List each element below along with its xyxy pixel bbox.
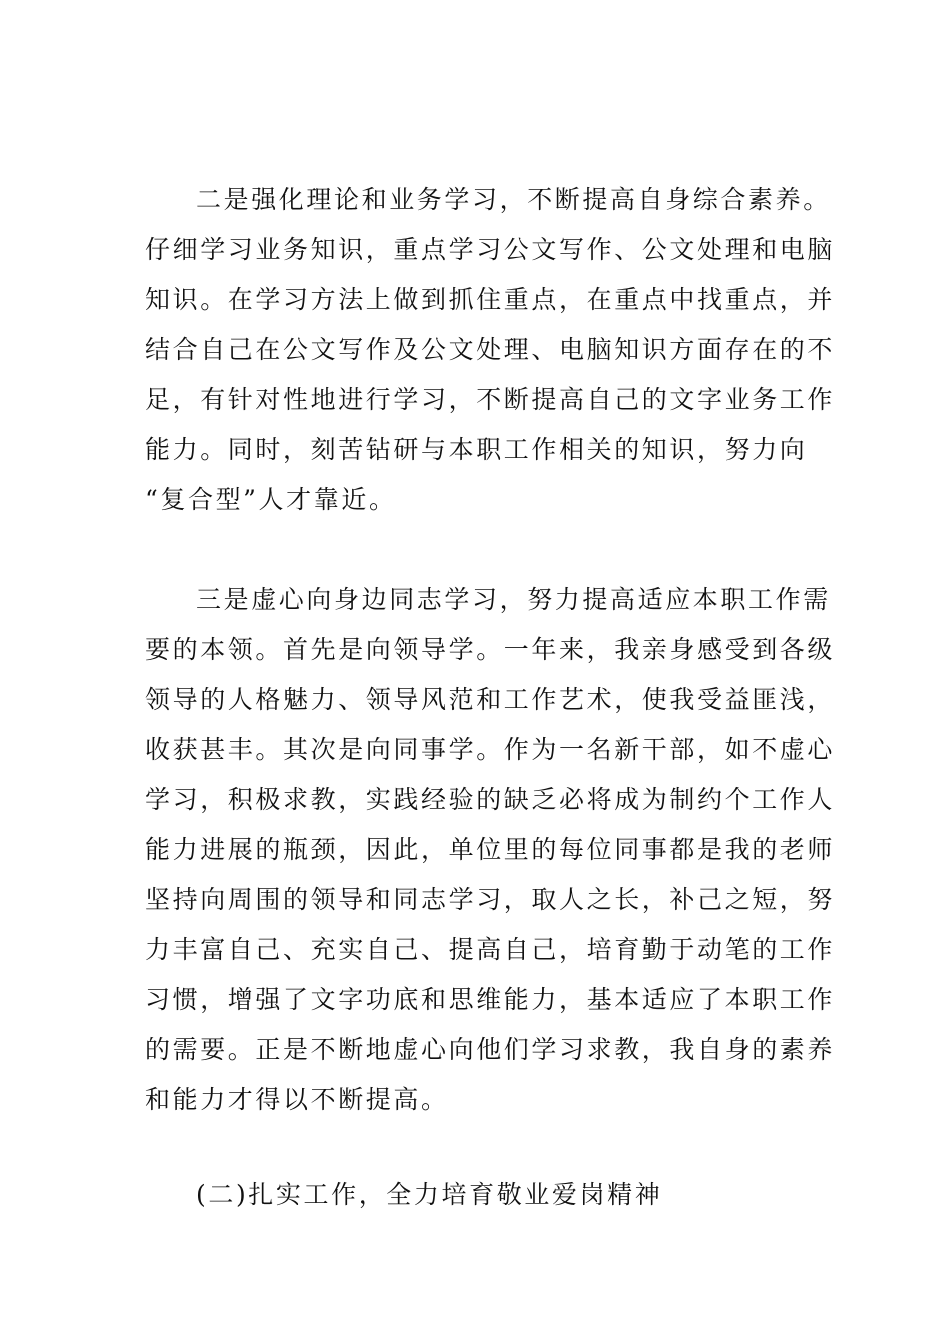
paragraph-2-line-2: 要的本领。首先是向领导学。一年来，我亲身感受到各级 bbox=[145, 635, 836, 664]
paragraph-1-line-7: “复合型”人才靠近。 bbox=[145, 485, 397, 514]
paragraph-2-line-7: 坚持向周围的领导和同志学习，取人之长，补己之短，努 bbox=[145, 885, 836, 914]
paragraph-2-line-8: 力丰富自己、充实自己、提高自己，培育勤于动笔的工作 bbox=[145, 935, 836, 964]
paragraph-1-line-3: 知识。在学习方法上做到抓住重点，在重点中找重点，并 bbox=[145, 285, 836, 314]
paragraph-1-line-6: 能力。同时，刻苦钻研与本职工作相关的知识，努力向 bbox=[145, 435, 808, 464]
section-heading: (二)扎实工作，全力培育敬业爱岗精神 bbox=[196, 1180, 663, 1209]
paragraph-2-line-1: 三是虚心向身边同志学习，努力提高适应本职工作需 bbox=[196, 585, 831, 614]
paragraph-2-line-3: 领导的人格魅力、领导风范和工作艺术，使我受益匪浅， bbox=[145, 685, 836, 714]
paragraph-2-line-9: 习惯，增强了文字功底和思维能力，基本适应了本职工作 bbox=[145, 985, 836, 1014]
paragraph-2-line-5: 学习，积极求教，实践经验的缺乏必将成为制约个工作人 bbox=[145, 785, 836, 814]
paragraph-1-line-5: 足，有针对性地进行学习，不断提高自己的文字业务工作 bbox=[145, 385, 836, 414]
paragraph-2-line-6: 能力进展的瓶颈，因此，单位里的每位同事都是我的老师 bbox=[145, 835, 836, 864]
paragraph-1-line-1: 二是强化理论和业务学习，不断提高自身综合素养。 bbox=[196, 185, 831, 214]
paragraph-1-line-4: 结合自己在公文写作及公文处理、电脑知识方面存在的不 bbox=[145, 335, 836, 364]
paragraph-2-line-11: 和能力才得以不断提高。 bbox=[145, 1085, 449, 1114]
paragraph-2-line-4: 收获甚丰。其次是向同事学。作为一名新干部，如不虚心 bbox=[145, 735, 836, 764]
paragraph-1-line-2: 仔细学习业务知识，重点学习公文写作、公文处理和电脑 bbox=[145, 235, 836, 264]
paragraph-2-line-10: 的需要。正是不断地虚心向他们学习求教，我自身的素养 bbox=[145, 1035, 836, 1064]
